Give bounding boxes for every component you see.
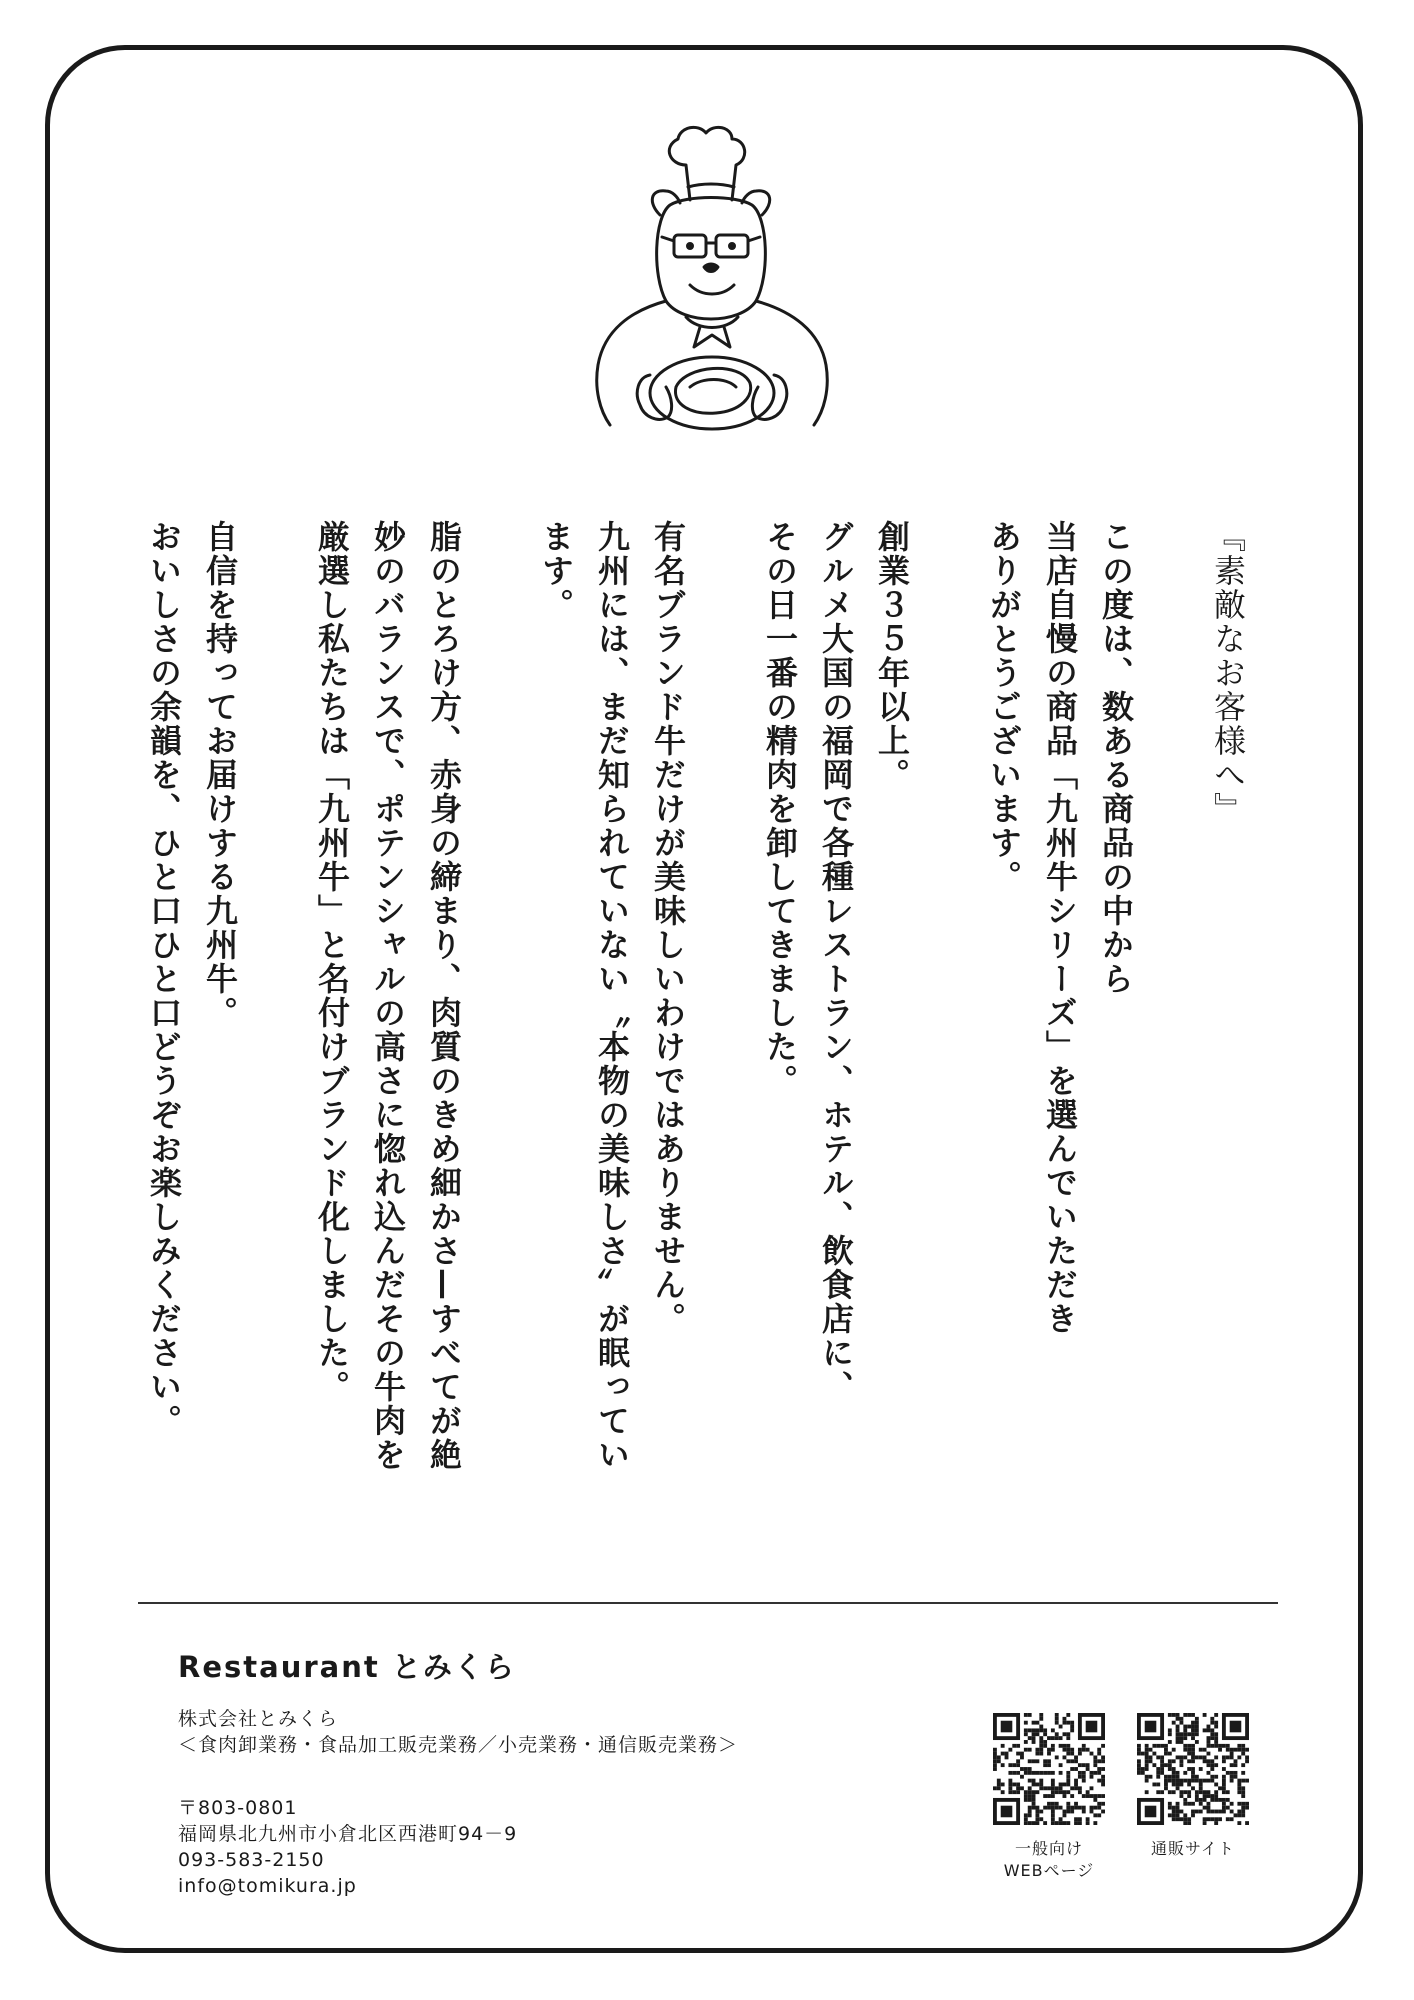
chef-bear-illustration	[590, 125, 835, 455]
qr-code-shop[interactable]	[1137, 1713, 1249, 1825]
letter-line: おいしさの余韻を、ひと口ひと口どうぞお楽しみください。	[145, 520, 183, 1438]
letter-line: 有名ブランド牛だけが美味しいわけではありません。	[649, 520, 687, 1336]
salutation: 『素敵なお客様へ』	[1209, 520, 1247, 826]
phone-number: 093-583-2150	[178, 1849, 325, 1871]
business-description: ＜食肉卸業務・食品加工販売業務／小売業務・通信販売業務＞	[178, 1734, 739, 1756]
letter-line: この度は、数ある商品の中から	[1097, 520, 1135, 996]
letter-line: 妙のバランスで、ポテンシャルの高さに惚れ込んだその牛肉を	[369, 520, 407, 1472]
qr-code-web[interactable]	[993, 1713, 1105, 1825]
postal-code: 〒803-0801	[178, 1797, 298, 1819]
company-name: 株式会社とみくら	[178, 1708, 339, 1730]
qr-label-shop: 通販サイト	[1151, 1839, 1235, 1858]
letter-line: 自信を持ってお届けする九州牛。	[201, 520, 239, 1030]
brand-name: Restaurant とみくら	[178, 1650, 516, 1684]
address: 福岡県北九州市小倉北区西港町94－9	[178, 1823, 518, 1845]
letter-line: 脂のとろけ方、赤身の締まり、肉質のきめ細かさ—すべてが絶	[425, 520, 463, 1472]
letter-line: ありがとうございます。	[985, 520, 1023, 894]
letter-line: その日一番の精肉を卸してきました。	[761, 520, 799, 1098]
footer-divider	[138, 1602, 1278, 1604]
email-address: info@tomikura.jp	[178, 1875, 357, 1897]
letter-line: 厳選し私たちは「九州牛」と名付けブランド化しました。	[313, 520, 351, 1404]
letter-line: ます。	[537, 520, 575, 622]
letter-line: グルメ大国の福岡で各種レストラン、ホテル、飲食店に、	[817, 520, 855, 1404]
qr-label-web: 一般向け WEBページ	[1003, 1839, 1095, 1880]
letter-line: 九州には、まだ知られていない〝本物の美味しさ〟が眠ってい	[593, 520, 631, 1472]
letter-line: 当店自慢の商品「九州牛シリーズ」を選んでいただき	[1041, 520, 1079, 1336]
contact-info	[178, 1795, 517, 1899]
greeting-letter	[136, 520, 1266, 1530]
company-info	[178, 1706, 738, 1758]
letter-line: 創業３５年以上。	[873, 520, 911, 792]
